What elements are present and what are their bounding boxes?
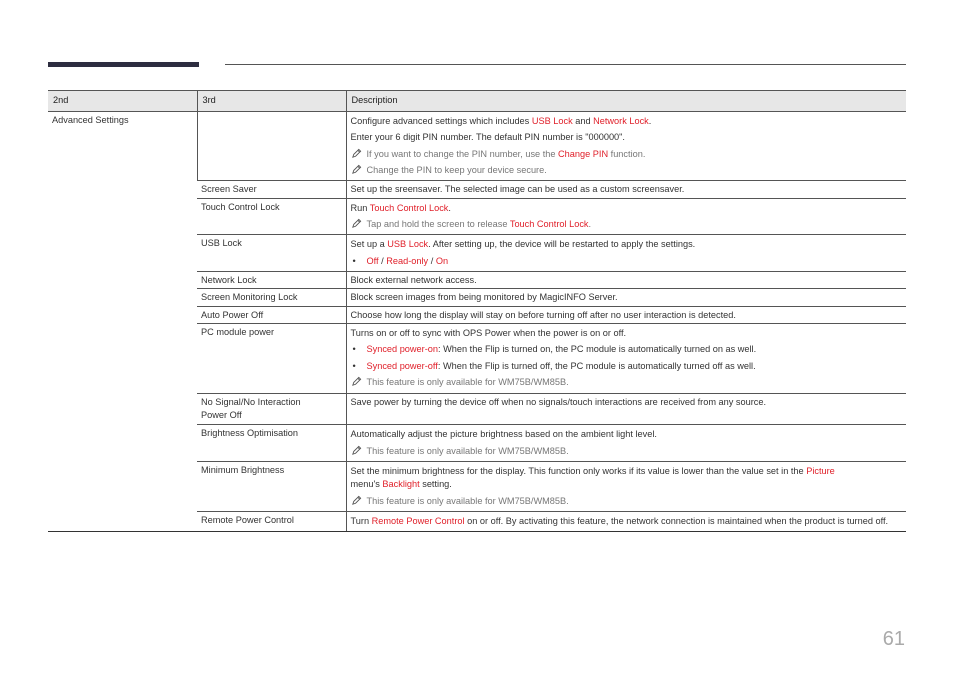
menu-touch-control-lock[interactable]: Touch Control Lock	[197, 198, 346, 235]
table-header-row	[48, 91, 906, 112]
menu-remote-power-control[interactable]: Remote Power Control	[197, 511, 346, 531]
desc-line: Configure advanced settings which includes USB Lock and Network Lock.	[350, 116, 652, 126]
pencil-icon	[351, 495, 362, 506]
option-synced-on: • Synced power-on: When the Flip is turned on, the PC module is automatically turned on as well.	[352, 344, 757, 355]
desc-pc-module-power	[346, 324, 906, 393]
desc-line: Turn Remote Power Control on or off. By activating this feature, the network connection is maintained when the product is turned off.	[350, 515, 889, 526]
menu-minimum-brightness[interactable]: Minimum Brightness	[197, 461, 346, 511]
menu-no-signal-power-off[interactable]: No Signal/No Interaction Power Off	[197, 393, 346, 425]
header-rule-thin	[225, 64, 906, 65]
menu-screen-saver[interactable]: Screen Saver	[197, 181, 346, 198]
table-cell-empty	[197, 112, 346, 181]
menu-brightness-optimisation[interactable]: Brightness Optimisation	[197, 425, 346, 462]
desc-line: Set up a USB Lock. After setting up, the device will be restarted to apply the settings.	[350, 239, 696, 250]
option-read-only[interactable]: Read-only	[386, 255, 429, 266]
menu-screen-monitoring-lock[interactable]: Screen Monitoring Lock	[197, 289, 346, 306]
option-synced-off: • Synced power-off: When the Flip is turned off, the PC module is automatically turned off as well.	[352, 360, 756, 371]
change-pin-link[interactable]: Change PIN	[558, 148, 609, 159]
synced-power-off-link[interactable]: Synced power-off	[366, 360, 438, 371]
desc-line: Set the minimum brightness for the display. This function only works if its value is lower than the value set in the Picture menu's Backlight setting.	[350, 465, 835, 490]
desc-usb-lock	[346, 235, 906, 272]
pencil-icon	[351, 164, 362, 175]
pencil-icon	[351, 376, 362, 387]
desc-touch-control-lock	[346, 198, 906, 235]
pencil-icon	[351, 148, 362, 159]
header-2nd: 2nd	[48, 91, 197, 112]
page-number: 61	[882, 628, 905, 650]
desc-line: Turns on or off to sync with OPS Power when the power is on or off.	[350, 328, 627, 339]
desc-screen-saver: Set up the sreensaver. The selected image can be used as a custom screensaver.	[346, 181, 906, 198]
usb-lock-link[interactable]: USB Lock	[531, 116, 573, 126]
note: Change the PIN to keep your device secure.	[351, 163, 903, 179]
header-rule-thick	[48, 62, 199, 67]
backlight-link[interactable]: Backlight	[382, 479, 420, 490]
desc-remote-power-control	[346, 511, 906, 531]
note: Tap and hold the screen to release Touch Control Lock.	[351, 217, 903, 233]
desc-brightness-optimisation	[346, 425, 906, 462]
option-on[interactable]: On	[435, 255, 449, 266]
menu-pc-module-power[interactable]: PC module power	[197, 324, 346, 393]
note: This feature is only available for WM75B/WM85B.	[351, 494, 903, 510]
desc-line: Automatically adjust the picture brightness based on the ambient light level.	[350, 429, 657, 440]
desc-auto-power-off: Choose how long the display will stay on before turning off after no user interaction is detected.	[346, 306, 906, 323]
advanced-settings-table	[48, 90, 906, 532]
header-description: Description	[346, 91, 906, 112]
note: This feature is only available for WM75B/WM85B.	[351, 375, 903, 391]
menu-usb-lock[interactable]: USB Lock	[197, 235, 346, 272]
desc-minimum-brightness	[346, 461, 906, 511]
desc-network-lock: Block external network access.	[346, 272, 906, 289]
note: This feature is only available for WM75B/WM85B.	[351, 444, 903, 460]
table-row	[48, 112, 906, 181]
option-list: • Off / Read-only / On	[352, 255, 449, 266]
desc-line: Run Touch Control Lock.	[350, 202, 451, 213]
option-off[interactable]: Off	[366, 255, 379, 266]
menu-auto-power-off[interactable]: Auto Power Off	[197, 306, 346, 323]
menu-network-lock[interactable]: Network Lock	[197, 272, 346, 289]
pencil-icon	[351, 218, 362, 229]
desc-no-signal-power-off: Save power by turning the device off when no signals/touch interactions are received from any source.	[346, 393, 906, 425]
desc-advanced-settings	[346, 112, 906, 181]
network-lock-link[interactable]: Network Lock	[593, 116, 649, 126]
note: If you want to change the PIN number, use the Change PIN function.	[351, 147, 903, 163]
menu-advanced-settings[interactable]: Advanced Settings	[48, 112, 197, 532]
desc-screen-monitoring-lock: Block screen images from being monitored by MagicINFO Server.	[346, 289, 906, 306]
header-3rd: 3rd	[197, 91, 346, 112]
synced-power-on-link[interactable]: Synced power-on	[366, 344, 438, 355]
desc-line: Enter your 6 digit PIN number. The default PIN number is "000000".	[350, 132, 625, 143]
pencil-icon	[351, 445, 362, 456]
picture-link[interactable]: Picture	[806, 465, 835, 476]
